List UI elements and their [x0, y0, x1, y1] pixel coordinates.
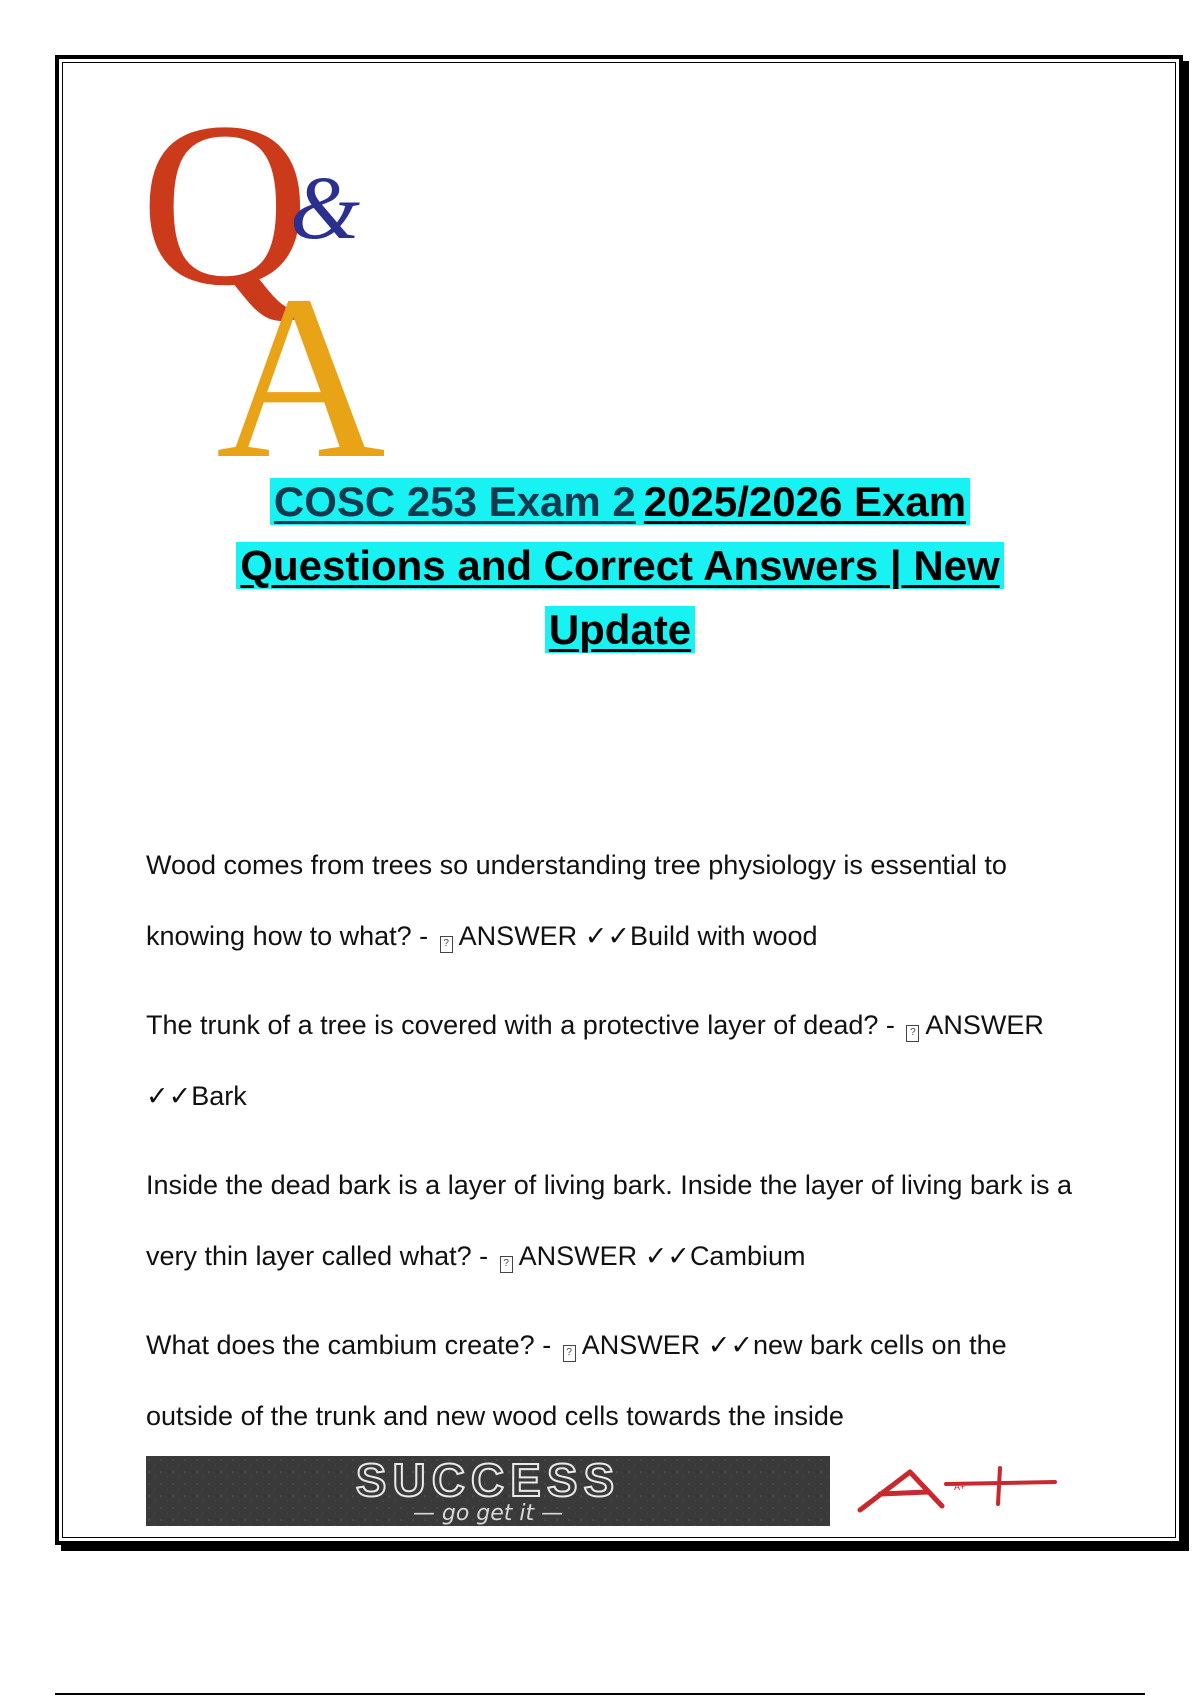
missing-glyph-icon: ?	[500, 1256, 513, 1273]
answer-text: Cambium	[689, 1241, 806, 1271]
qa-list	[146, 830, 1096, 1470]
footer-divider	[55, 1693, 1145, 1695]
grade-mark-text: A+	[954, 1482, 966, 1492]
qa-item	[146, 990, 1096, 1132]
title-line-2: Questions and Correct Answers | New	[236, 542, 1003, 589]
answer-label: ANSWER	[458, 921, 578, 951]
double-check-icon: ✓✓	[584, 921, 630, 951]
banner-tagline: — go get it —	[412, 1501, 564, 1526]
question-text: The trunk of a tree is covered with a protective layer of dead? -	[146, 1010, 903, 1040]
missing-glyph-icon: ?	[563, 1345, 576, 1362]
double-check-icon: ✓✓	[146, 1081, 192, 1111]
banner-word: SUCCESS	[355, 1456, 621, 1506]
qa-item	[146, 1310, 1096, 1452]
answer-text: new bark cells on the outside of the trunk and new wood cells towards the inside	[146, 1330, 1007, 1431]
answer-label: ANSWER	[518, 1241, 638, 1271]
title-year: 2025/2026 Exam	[640, 478, 970, 525]
question-text: Wood comes from trees so understanding tree physiology is essential to knowing how to what? -	[146, 850, 1007, 951]
logo-ampersand: &	[290, 159, 361, 258]
a-plus-mark	[850, 1460, 1060, 1530]
missing-glyph-icon: ?	[440, 936, 453, 953]
logo-q: Q	[140, 78, 310, 334]
document-title	[150, 470, 1090, 662]
question-text: Inside the dead bark is a layer of living bark. Inside the layer of living bark is a very thin layer called what? -	[146, 1170, 1072, 1271]
logo-a: A	[216, 247, 386, 468]
chalkboard-graphic	[146, 1456, 830, 1526]
qa-logo	[140, 78, 430, 468]
answer-text: Bark	[191, 1081, 247, 1111]
answer-label: ANSWER	[925, 1010, 1044, 1040]
title-line-3: Update	[545, 606, 695, 653]
answer-label: ANSWER	[581, 1330, 701, 1360]
qa-item	[146, 830, 1096, 972]
answer-text: Build with wood	[629, 921, 818, 951]
question-text: What does the cambium create? -	[146, 1330, 559, 1360]
success-banner-image	[146, 1456, 830, 1526]
qa-item	[146, 1150, 1096, 1292]
double-check-icon: ✓✓	[644, 1241, 690, 1271]
missing-glyph-icon: ?	[906, 1025, 919, 1042]
title-course: COSC 253 Exam 2	[270, 478, 640, 525]
double-check-icon: ✓✓	[707, 1330, 753, 1360]
